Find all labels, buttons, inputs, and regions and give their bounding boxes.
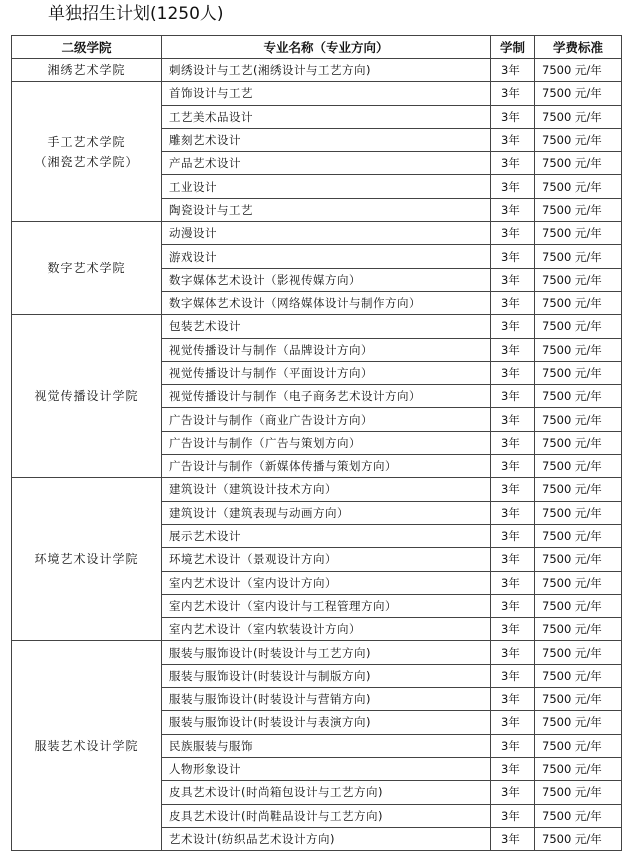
years-cell: 3年: [491, 804, 535, 827]
major-cell: 包装艺术设计: [162, 315, 491, 338]
table-row: [12, 478, 622, 501]
major-cell: 环境艺术设计（景观设计方向）: [162, 548, 491, 571]
fee-cell: 7500 元/年: [535, 688, 622, 711]
years-cell: 3年: [491, 361, 535, 384]
college-cell: [12, 478, 162, 641]
years-cell: 3年: [491, 291, 535, 314]
fee-cell: 7500 元/年: [535, 408, 622, 431]
years-cell: 3年: [491, 105, 535, 128]
fee-cell: 7500 元/年: [535, 594, 622, 617]
fee-cell: 7500 元/年: [535, 175, 622, 198]
college-cell: [12, 315, 162, 478]
years-cell: 3年: [491, 664, 535, 687]
college-cell: [12, 641, 162, 851]
page-title: 单独招生计划(1250人): [48, 4, 224, 24]
major-cell: 室内艺术设计（室内设计方向）: [162, 571, 491, 594]
fee-cell: 7500 元/年: [535, 804, 622, 827]
major-cell: 工业设计: [162, 175, 491, 198]
major-cell: 展示艺术设计: [162, 524, 491, 547]
header-years: 学制: [491, 36, 535, 59]
years-cell: 3年: [491, 781, 535, 804]
years-cell: 3年: [491, 688, 535, 711]
major-cell: 皮具艺术设计(时尚箱包设计与工艺方向): [162, 781, 491, 804]
table-row: [12, 59, 622, 82]
major-cell: 建筑设计（建筑设计技术方向）: [162, 478, 491, 501]
major-cell: 动漫设计: [162, 222, 491, 245]
fee-cell: 7500 元/年: [535, 128, 622, 151]
table-row: [12, 82, 622, 105]
admissions-table: [11, 35, 622, 851]
major-cell: 服装与服饰设计(时装设计与表演方向): [162, 711, 491, 734]
years-cell: 3年: [491, 338, 535, 361]
fee-cell: 7500 元/年: [535, 361, 622, 384]
major-cell: 服装与服饰设计(时装设计与营销方向): [162, 688, 491, 711]
fee-cell: 7500 元/年: [535, 385, 622, 408]
table-body: [12, 59, 622, 851]
years-cell: 3年: [491, 711, 535, 734]
fee-cell: 7500 元/年: [535, 664, 622, 687]
table-header-row: [12, 36, 622, 59]
major-cell: 刺绣设计与工艺(湘绣设计与工艺方向): [162, 59, 491, 82]
fee-cell: 7500 元/年: [535, 82, 622, 105]
major-cell: 人物形象设计: [162, 757, 491, 780]
college-name: （湘瓷艺术学院）: [34, 154, 139, 169]
fee-cell: 7500 元/年: [535, 524, 622, 547]
fee-cell: 7500 元/年: [535, 781, 622, 804]
fee-cell: 7500 元/年: [535, 757, 622, 780]
fee-cell: 7500 元/年: [535, 431, 622, 454]
years-cell: 3年: [491, 82, 535, 105]
major-cell: 艺术设计(纺织品艺术设计方向): [162, 827, 491, 850]
major-cell: 广告设计与制作（广告与策划方向）: [162, 431, 491, 454]
major-cell: 工艺美术品设计: [162, 105, 491, 128]
college-cell: [12, 222, 162, 315]
major-cell: 雕刻艺术设计: [162, 128, 491, 151]
table-row: [12, 641, 622, 664]
fee-cell: 7500 元/年: [535, 245, 622, 268]
years-cell: 3年: [491, 618, 535, 641]
years-cell: 3年: [491, 734, 535, 757]
major-cell: 陶瓷设计与工艺: [162, 198, 491, 221]
major-cell: 游戏设计: [162, 245, 491, 268]
fee-cell: 7500 元/年: [535, 548, 622, 571]
fee-cell: 7500 元/年: [535, 478, 622, 501]
major-cell: 数字媒体艺术设计（网络媒体设计与制作方向）: [162, 291, 491, 314]
years-cell: 3年: [491, 571, 535, 594]
years-cell: 3年: [491, 245, 535, 268]
years-cell: 3年: [491, 548, 535, 571]
years-cell: 3年: [491, 268, 535, 291]
fee-cell: 7500 元/年: [535, 711, 622, 734]
table-row: [12, 315, 622, 338]
major-cell: 数字媒体艺术设计（影视传媒方向）: [162, 268, 491, 291]
years-cell: 3年: [491, 431, 535, 454]
college-name: 数字艺术学院: [47, 261, 126, 276]
fee-cell: 7500 元/年: [535, 734, 622, 757]
years-cell: 3年: [491, 315, 535, 338]
fee-cell: 7500 元/年: [535, 291, 622, 314]
major-cell: 产品艺术设计: [162, 152, 491, 175]
major-cell: 视觉传播设计与制作（电子商务艺术设计方向）: [162, 385, 491, 408]
fee-cell: 7500 元/年: [535, 641, 622, 664]
college-name: 环境艺术设计学院: [34, 552, 139, 567]
years-cell: 3年: [491, 501, 535, 524]
fee-cell: 7500 元/年: [535, 455, 622, 478]
major-cell: 建筑设计（建筑表现与动画方向）: [162, 501, 491, 524]
major-cell: 皮具艺术设计(时尚鞋品设计与工艺方向): [162, 804, 491, 827]
years-cell: 3年: [491, 385, 535, 408]
years-cell: 3年: [491, 455, 535, 478]
college-name: 手工艺术学院: [47, 134, 126, 149]
years-cell: 3年: [491, 641, 535, 664]
fee-cell: 7500 元/年: [535, 315, 622, 338]
years-cell: 3年: [491, 408, 535, 431]
fee-cell: 7500 元/年: [535, 198, 622, 221]
fee-cell: 7500 元/年: [535, 501, 622, 524]
major-cell: 首饰设计与工艺: [162, 82, 491, 105]
header-major: 专业名称（专业方向）: [162, 36, 491, 59]
years-cell: 3年: [491, 524, 535, 547]
fee-cell: 7500 元/年: [535, 222, 622, 245]
major-cell: 服装与服饰设计(时装设计与工艺方向): [162, 641, 491, 664]
years-cell: 3年: [491, 198, 535, 221]
header-fee: 学费标准: [535, 36, 622, 59]
fee-cell: 7500 元/年: [535, 105, 622, 128]
college-name: 服装艺术设计学院: [34, 738, 139, 753]
fee-cell: 7500 元/年: [535, 571, 622, 594]
college-cell: [12, 82, 162, 222]
years-cell: 3年: [491, 152, 535, 175]
years-cell: 3年: [491, 222, 535, 245]
fee-cell: 7500 元/年: [535, 152, 622, 175]
major-cell: 视觉传播设计与制作（平面设计方向）: [162, 361, 491, 384]
years-cell: 3年: [491, 478, 535, 501]
fee-cell: 7500 元/年: [535, 827, 622, 850]
years-cell: 3年: [491, 594, 535, 617]
years-cell: 3年: [491, 827, 535, 850]
college-name: 湘绣艺术学院: [47, 63, 126, 78]
fee-cell: 7500 元/年: [535, 268, 622, 291]
major-cell: 室内艺术设计（室内软装设计方向）: [162, 618, 491, 641]
years-cell: 3年: [491, 757, 535, 780]
major-cell: 民族服装与服饰: [162, 734, 491, 757]
major-cell: 视觉传播设计与制作（品牌设计方向）: [162, 338, 491, 361]
college-cell: [12, 59, 162, 82]
fee-cell: 7500 元/年: [535, 59, 622, 82]
major-cell: 广告设计与制作（商业广告设计方向）: [162, 408, 491, 431]
header-college: 二级学院: [12, 36, 162, 59]
years-cell: 3年: [491, 175, 535, 198]
years-cell: 3年: [491, 128, 535, 151]
fee-cell: 7500 元/年: [535, 338, 622, 361]
years-cell: 3年: [491, 59, 535, 82]
major-cell: 室内艺术设计（室内设计与工程管理方向）: [162, 594, 491, 617]
college-name: 视觉传播设计学院: [34, 389, 139, 404]
major-cell: 服装与服饰设计(时装设计与制版方向): [162, 664, 491, 687]
fee-cell: 7500 元/年: [535, 618, 622, 641]
table-row: [12, 222, 622, 245]
major-cell: 广告设计与制作（新媒体传播与策划方向）: [162, 455, 491, 478]
